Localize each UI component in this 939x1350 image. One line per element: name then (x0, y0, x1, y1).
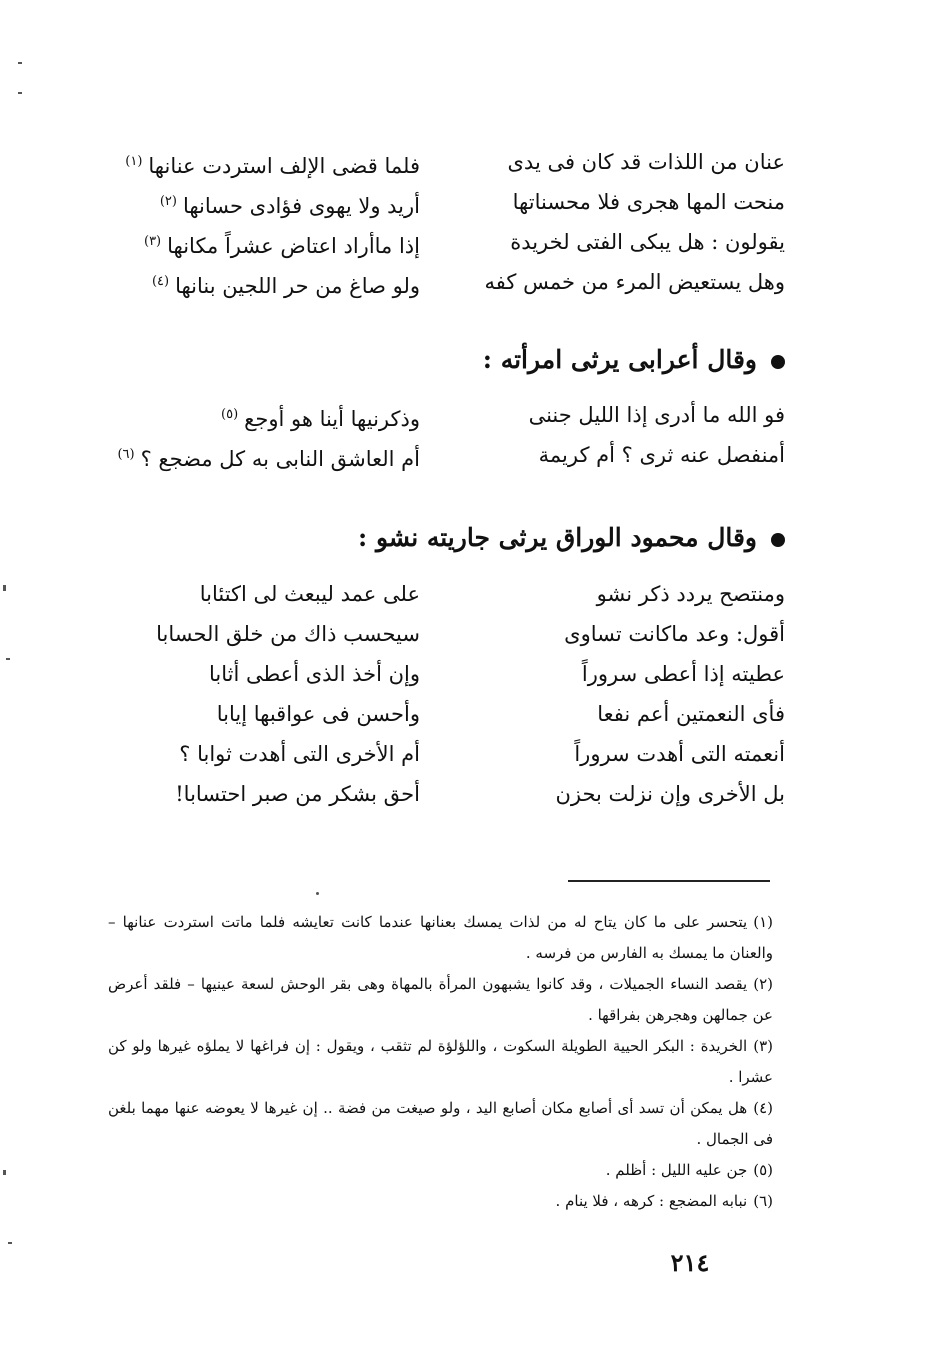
footnote (108, 1155, 773, 1186)
heading-text: وقال أعرابى يرثى امرأته : (482, 345, 757, 374)
footnote-text: هل يمكن أن تسد أى أصابع مكان أصابع اليد ، ولو صيغت من فضة .. إن غيرها لا يعوضه عنها مهما بلغن فى الجمال . (108, 1099, 773, 1148)
second-hemistich (120, 262, 420, 306)
footnotes (108, 907, 773, 1217)
verse (120, 142, 785, 182)
footnote-ref: (٤) (151, 274, 170, 289)
footnote-ref: (١) (125, 154, 143, 169)
footnote-separator (568, 880, 770, 882)
verse-text: ولو صاغ من حر اللجين بنانها (175, 274, 420, 298)
verse (120, 574, 785, 614)
footnote-number: (٥) (753, 1161, 773, 1179)
first-hemistich: بل الأخرى وإن نزلت بحزن (555, 782, 785, 806)
first-hemistich: عنان من اللذات قد كان فى يدى (507, 150, 785, 174)
first-hemistich: وهل يستعيض المرء من خمس كفه (484, 270, 785, 294)
section-heading-warraq (225, 518, 785, 558)
second-hemistich (117, 435, 420, 479)
footnote (108, 907, 773, 969)
footnote-text: يقصد النساء الجميلات ، وقد كانوا يشبهون المرأة بالمهاة وهى بقر الوحش لسعة عينيها – فلقد أعرض عن جمالهن وهجرهن بفراقها . (108, 975, 773, 1024)
verse-text: إذا ماأراد اعتاض عشراً مكانها (167, 234, 420, 258)
verse (120, 182, 785, 222)
first-hemistich: فو الله ما أدرى إذا الليل جننى (528, 403, 785, 427)
footnote-number: (١) (753, 913, 773, 931)
verse (120, 694, 785, 734)
scan-speck (6, 658, 10, 660)
first-hemistich: ومنتصح يردد ذكر نشو (596, 582, 785, 606)
scan-speck (8, 1242, 12, 1244)
footnote-number: (٣) (753, 1037, 773, 1055)
second-hemistich (120, 222, 420, 266)
second-hemistich: وأحسن فى عواقبها إيابا (216, 702, 420, 726)
verse-text: وذكرنيها أينا هو أوجع (244, 407, 420, 431)
verse (120, 614, 785, 654)
footnote (108, 969, 773, 1031)
footnote-text: الخريدة : البكر الحيية الطويلة السكوت ، واللؤلؤة لم تثقب ، ويقول : إن فراغها لا يملؤه غيرها ولو كن عشرا . (108, 1037, 773, 1086)
footnote-ref: (٦) (117, 447, 135, 462)
footnote-number: (٦) (753, 1192, 773, 1210)
footnote-number: (٤) (753, 1099, 773, 1117)
scan-speck (18, 92, 22, 94)
poem-1 (120, 142, 785, 302)
second-hemistich: وإن أخذ الذى أعطى أثابا (208, 662, 420, 686)
bullet-icon (771, 355, 785, 369)
verse (120, 774, 785, 814)
first-hemistich: أقول: وعد ماكانت تساوى (564, 622, 785, 646)
section-heading-bedouin (225, 340, 785, 380)
footnote-ref: (٣) (143, 234, 162, 249)
verse (117, 435, 785, 475)
scan-speck (3, 585, 6, 591)
footnote-ref: (٥) (221, 407, 239, 422)
first-hemistich: فأى النعمتين أعم نفعا (597, 702, 785, 726)
verse (120, 734, 785, 774)
footnote (108, 1031, 773, 1093)
verse-text: أم العاشق النابى به كل مضجع ؟ (140, 447, 420, 471)
footnote (108, 1093, 773, 1155)
second-hemistich: أحق بشكر من صبر احتسابا! (175, 782, 420, 806)
scan-speck (3, 1170, 6, 1175)
verse (120, 222, 785, 262)
footnote-text: نبابه المضجع : كرهه ، فلا ينام . (555, 1192, 748, 1210)
first-hemistich: يقولون : هل يبكى الفتى لخريدة (510, 230, 785, 254)
second-hemistich: سيحسب ذاك من خلق الحسابا (156, 622, 420, 646)
verse (120, 395, 785, 435)
verse-text: فلما قضى الإلف استردت عنانها (148, 154, 420, 178)
footnote-number: (٢) (753, 975, 773, 993)
verse (120, 262, 785, 302)
second-hemistich (120, 182, 420, 226)
first-hemistich: أمنفصل عنه ثرى ؟ أم كريمة (538, 443, 785, 467)
first-hemistich: منحت المها هجرى فلا محسناتها (512, 190, 785, 214)
first-hemistich: عطيته إذا أعطى سروراً (581, 662, 785, 686)
poem-2 (117, 395, 785, 475)
verse (120, 654, 785, 694)
footnote (108, 1186, 773, 1217)
scan-speck (18, 62, 22, 64)
verse-text: أريد ولا يهوى فؤادى حسانها (182, 194, 420, 218)
second-hemistich: على عمد ليبعث لى اكتئابا (199, 582, 420, 606)
second-hemistich: أم الأخرى التى أهدت ثوابا ؟ (179, 742, 420, 766)
footnote-ref: (٢) (159, 194, 177, 209)
second-hemistich (120, 142, 420, 186)
page-number: ٢١٤ (670, 1248, 710, 1277)
footnote-text: جن عليه الليل : أظلم . (605, 1161, 748, 1179)
heading-text: وقال محمود الوراق يرثى جاريته نشو : (358, 523, 757, 552)
poem-3 (120, 574, 785, 814)
first-hemistich: أنعمته التى أهدت سروراً (574, 742, 785, 766)
scan-speck (316, 892, 319, 895)
bullet-icon (771, 533, 785, 547)
footnote-text: يتحسر على ما كان يتاح له من لذات يمسك بعنانها عندما كانت تعايشه فلما ماتت استردت عنانها – والعنان ما يمسك به الفارس من فرسه . (108, 913, 773, 962)
second-hemistich (120, 395, 420, 439)
